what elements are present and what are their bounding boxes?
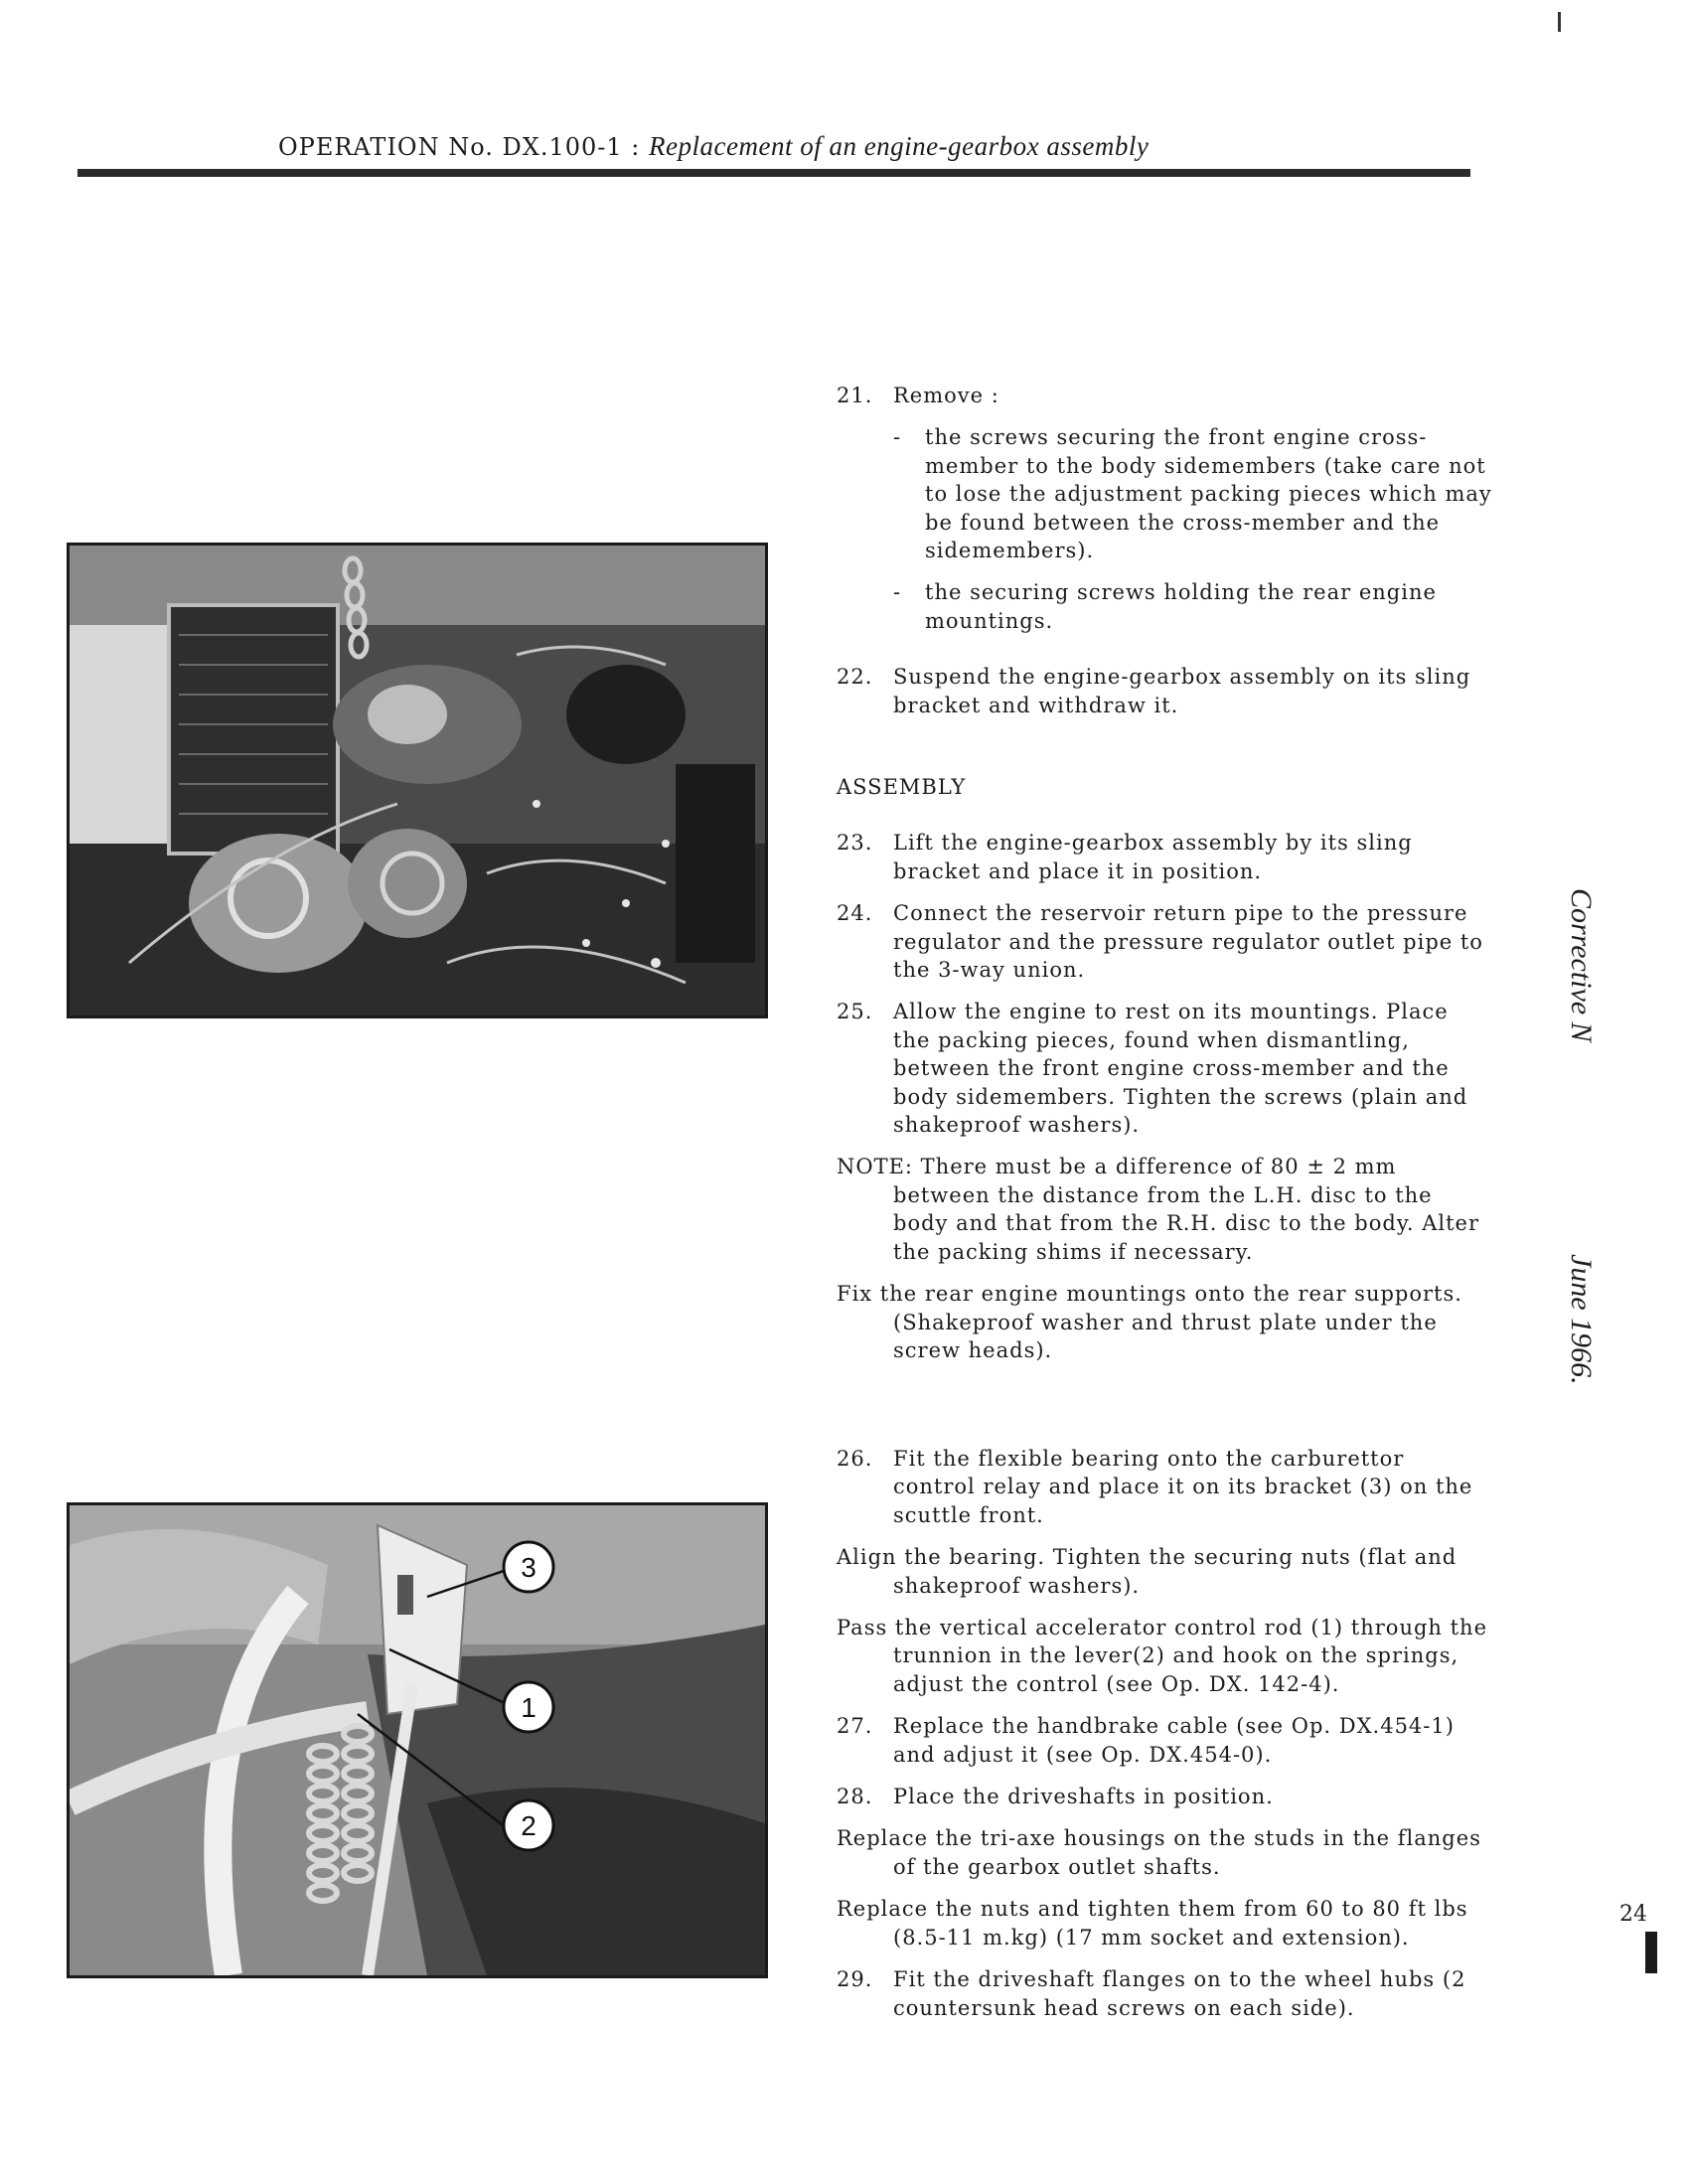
note-paragraph: NOTE: There must be a difference of 80 ± 2 mm between the distance from the L.H. disc to the body and that from the R.H. disc to the body. Alter the packing shims if necessary. xyxy=(837,1155,1480,1264)
assembly-section xyxy=(837,773,1492,1364)
tri-axe-paragraph: Replace the tri-axe housings on the studs in the flanges of the gearbox outlet shafts. xyxy=(837,1826,1481,1879)
assembly-heading: ASSEMBLY xyxy=(837,775,967,799)
engine-compartment-photo xyxy=(67,543,768,1018)
svg-text:3: 3 xyxy=(521,1552,537,1583)
pass-rod-paragraph: Pass the vertical accelerator control rod (1) through the trunnion in the lever(2) and hook on the springs, adjust the control (see Op. DX. 142-4). xyxy=(837,1616,1487,1696)
step-29: 29. Fit the driveshaft flanges on to the wheel hubs (2 countersunk head screws on each side). xyxy=(837,1967,1466,2020)
svg-text:2: 2 xyxy=(521,1810,537,1841)
page-marker-bar xyxy=(1645,1932,1657,1973)
corrective-note: Corrective N xyxy=(1565,888,1598,1042)
page-header xyxy=(278,131,1470,162)
step-26: 26. Fit the flexible bearing onto the carburettor control relay and place it on its bracket (3) on the scuttle front. xyxy=(837,1447,1473,1527)
revision-date: June 1966. xyxy=(1565,1254,1598,1385)
step-21: 21. Remove : xyxy=(837,384,999,407)
align-bearing-paragraph: Align the bearing. Tighten the securing nuts (flat and shakeproof washers). xyxy=(837,1545,1458,1598)
control-and-driveshaft-steps xyxy=(837,1445,1492,2022)
scan-mark xyxy=(1558,12,1561,32)
header-rule xyxy=(77,169,1470,177)
page-number: 24 xyxy=(1619,1902,1647,1927)
operation-title: Replacement of an engine-gearbox assembly xyxy=(649,131,1150,161)
step-25: 25. Allow the engine to rest on its mountings. Place the packing pieces, found when dismantling, between the front engine cross-member and the body sidemembers. Tighten the screws (plain and shakeproof washers). xyxy=(837,1000,1468,1138)
callout-2 xyxy=(504,1800,553,1850)
step-21-item-1: - the screws securing the front engine cross-member to the body sidemembers (take care not to lose the adjustment packing pieces which may be found between the cross-member and the sidemembers). xyxy=(893,425,1492,563)
callout-3 xyxy=(504,1542,553,1592)
step-23: 23. Lift the engine-gearbox assembly by its sling bracket and place it in position. xyxy=(837,831,1413,883)
step-24: 24. Connect the reservoir return pipe to the pressure regulator and the pressure regulator outlet pipe to the 3-way union. xyxy=(837,901,1483,983)
step-27: 27. Replace the handbrake cable (see Op. DX.454-1) and adjust it (see Op. DX.454-0). xyxy=(837,1714,1455,1767)
svg-text:1: 1 xyxy=(521,1692,537,1723)
operation-number: OPERATION No. DX.100-1 : xyxy=(278,133,641,161)
nuts-torque-paragraph: Replace the nuts and tighten them from 60 to 80 ft lbs (8.5-11 m.kg) (17 mm socket and extension). xyxy=(837,1897,1468,1950)
removal-steps xyxy=(837,382,1492,719)
step-21-item-2: - the securing screws holding the rear engine mountings. xyxy=(893,580,1437,633)
accelerator-control-photo xyxy=(67,1502,768,1978)
fix-mountings-paragraph: Fix the rear engine mountings onto the rear supports. (Shakeproof washer and thrust plate under the screw heads). xyxy=(837,1282,1462,1362)
step-28: 28. Place the driveshafts in position. xyxy=(837,1785,1274,1809)
callout-1 xyxy=(504,1682,553,1732)
step-22: 22. Suspend the engine-gearbox assembly on its sling bracket and withdraw it. xyxy=(837,665,1471,717)
